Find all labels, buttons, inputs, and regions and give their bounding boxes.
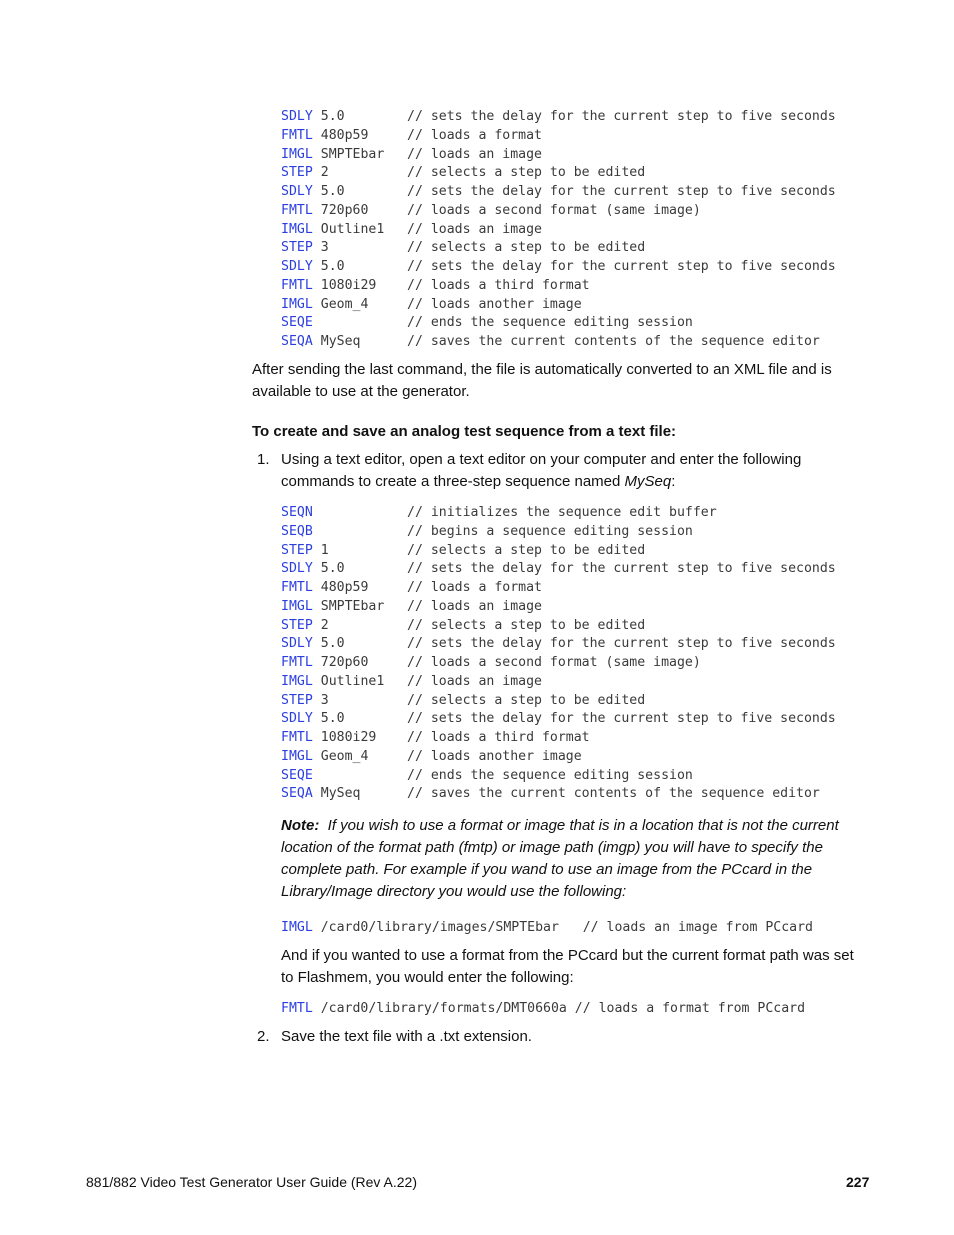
code-comment: // sets the delay for the current step to five seconds [407,561,836,577]
code-keyword: IMGL [281,296,313,312]
code-argument: 5.0 [320,259,345,275]
code-keyword: STEP [281,240,313,256]
code-keyword: FMTL [281,202,313,218]
code-line [281,617,646,636]
code-block-full-sequence [281,504,836,804]
code-comment: // sets the delay for the current step to five seconds [407,184,836,200]
code-line [281,654,701,673]
code-text: /card0/library/images/SMPTEbar // loads an image from PCcard [320,920,813,935]
step-2-text: Save the text file with a .txt extension. [281,1028,532,1045]
code-argument: Outline1 [320,673,385,689]
code-argument: 480p59 [320,580,369,596]
code-argument: 5.0 [320,711,345,727]
code-line [281,164,646,183]
code-line [281,296,582,315]
code-argument: 5.0 [320,184,345,200]
code-argument: MySeq [320,786,361,802]
code-keyword: SDLY [281,109,313,124]
code-argument: 2 [320,165,329,181]
code-keyword: FMTL [281,655,313,671]
code-keyword: SDLY [281,636,313,652]
code-keyword: FMTL [281,730,313,746]
code-comment: // loads a third format [407,277,590,293]
code-line [281,579,542,598]
code-comment: // ends the sequence editing session [407,767,693,783]
code-keyword: STEP [281,542,313,558]
code-line [281,277,590,296]
code-keyword: FMTL [281,277,313,293]
code-argument: SMPTEbar [320,146,385,162]
code-line [281,523,693,542]
code-comment: // loads another image [407,296,582,312]
code-keyword: SDLY [281,711,313,727]
code-keyword: SEQB [281,523,313,539]
code-line [281,202,701,221]
code-keyword: SEQA [281,334,313,350]
code-comment: // sets the delay for the current step to five seconds [407,711,836,727]
code-keyword: SEQE [281,315,313,331]
code-argument: SMPTEbar [320,598,385,614]
note-line: Library/Image directory you would use the following: [281,883,627,900]
code-comment: // loads a format [407,127,542,143]
code-line [281,692,646,711]
code-text: /card0/library/formats/DMT0660a // loads a format from PCcard [320,1001,806,1016]
paragraph-line: available to use at the generator. [252,383,470,400]
code-comment: // loads a second format (same image) [407,202,701,218]
code-comment: // saves the current contents of the sequence editor [407,334,820,350]
code-line [281,767,693,786]
code-line [281,710,836,729]
code-line [281,146,542,165]
code-comment: // selects a step to be edited [407,692,646,708]
code-keyword: SDLY [281,259,313,275]
code-line [281,183,836,202]
code-comment: // loads an image [407,146,542,162]
procedure-heading: To create and save an analog test sequence from a text file: [252,423,677,440]
code-argument: 5.0 [320,109,345,124]
step-line [281,471,801,493]
code-comment: // begins a sequence editing session [407,523,693,539]
code-line [281,333,820,352]
code-argument: MySeq [320,334,361,350]
code-argument: 3 [320,692,329,708]
code-comment: // selects a step to be edited [407,165,646,181]
code-line [281,239,646,258]
paragraph-line: to Flashmem, you would enter the following: [281,969,574,986]
code-argument: Geom_4 [320,296,369,312]
code-argument: 5.0 [320,561,345,577]
code-comment: // loads an image [407,221,542,237]
code-keyword: IMGL [281,673,313,689]
code-argument: 5.0 [320,636,345,652]
code-keyword: SEQN [281,505,313,520]
paragraph-pccard-format [281,945,854,989]
code-comment: // selects a step to be edited [407,240,646,256]
code-block-sequence-continued [281,108,836,352]
note-line: complete path. For example if you wand to use an image from the PCcard in the [281,861,813,878]
code-comment: // sets the delay for the current step to five seconds [407,636,836,652]
code-keyword: STEP [281,165,313,181]
step-number-1: 1. [257,451,270,468]
code-keyword: IMGL [281,146,313,162]
code-argument: Outline1 [320,221,385,237]
paragraph-line: And if you wanted to use a format from the PCcard but the current format path was set [281,947,854,964]
note-line [281,815,839,837]
note-block [281,815,839,903]
code-keyword: FMTL [281,580,313,596]
code-comment: // loads an image [407,598,542,614]
code-keyword: IMGL [281,920,313,935]
code-comment: // selects a step to be edited [407,542,646,558]
code-argument: 1 [320,542,329,558]
code-keyword: STEP [281,617,313,633]
note-text: If you wish to use a format or image that is in a location that is not the current [327,817,839,834]
code-argument: Geom_4 [320,748,369,764]
paragraph-xml-conversion [252,359,832,403]
code-keyword: FMTL [281,1001,313,1016]
code-line [281,598,542,617]
code-comment: // loads a second format (same image) [407,655,701,671]
code-line [281,127,542,146]
code-line [281,560,836,579]
note-line: location of the format path (fmtp) or image path (imgp) you will have to specify the [281,839,823,856]
step-line-suffix: : [671,473,676,490]
code-comment: // loads a third format [407,730,590,746]
code-line [281,314,693,333]
code-line [281,258,836,277]
step-line: Using a text editor, open a text editor on your computer and enter the following [281,451,802,468]
code-argument: 3 [320,240,329,256]
code-line [281,748,582,767]
code-comment: // initializes the sequence edit buffer [407,505,717,520]
code-line [281,221,542,240]
code-argument: 480p59 [320,127,369,143]
code-argument: 1080i29 [320,277,377,293]
code-keyword: SEQE [281,767,313,783]
code-keyword: IMGL [281,748,313,764]
step-line-prefix: commands to create a three-step sequence named [281,473,625,490]
code-line [281,635,836,654]
code-comment: // loads an image [407,673,542,689]
code-comment: // sets the delay for the current step to five seconds [407,259,836,275]
code-comment: // loads another image [407,748,582,764]
code-keyword: FMTL [281,127,313,143]
code-keyword: SEQA [281,786,313,802]
code-keyword: IMGL [281,598,313,614]
code-line [281,729,590,748]
code-keyword: STEP [281,692,313,708]
code-line-fmtl-path [281,1000,805,1019]
code-argument: 2 [320,617,329,633]
code-line [281,785,820,804]
step-number-2: 2. [257,1028,270,1045]
code-line [281,504,717,523]
code-argument: 720p60 [320,202,369,218]
code-comment: // selects a step to be edited [407,617,646,633]
code-argument: 1080i29 [320,730,377,746]
code-line [281,919,813,938]
sequence-name: MySeq [624,473,672,490]
code-keyword: IMGL [281,221,313,237]
code-comment: // sets the delay for the current step to five seconds [407,109,836,124]
code-line [281,542,646,561]
footer-title: 881/882 Video Test Generator User Guide (Rev A.22) [86,1174,418,1190]
code-line [281,673,542,692]
code-line [281,108,836,127]
paragraph-line: After sending the last command, the file is automatically converted to an XML file and is [252,361,832,378]
code-comment: // saves the current contents of the sequence editor [407,786,820,802]
code-argument: 720p60 [320,655,369,671]
code-comment: // ends the sequence editing session [407,315,693,331]
code-keyword: SDLY [281,184,313,200]
note-label: Note: [281,817,320,834]
step-1-text [281,449,801,493]
code-comment: // loads a format [407,580,542,596]
page-number: 227 [846,1174,870,1190]
code-keyword: SDLY [281,561,313,577]
code-line-imgl-path [281,919,813,938]
code-line [281,1000,805,1019]
